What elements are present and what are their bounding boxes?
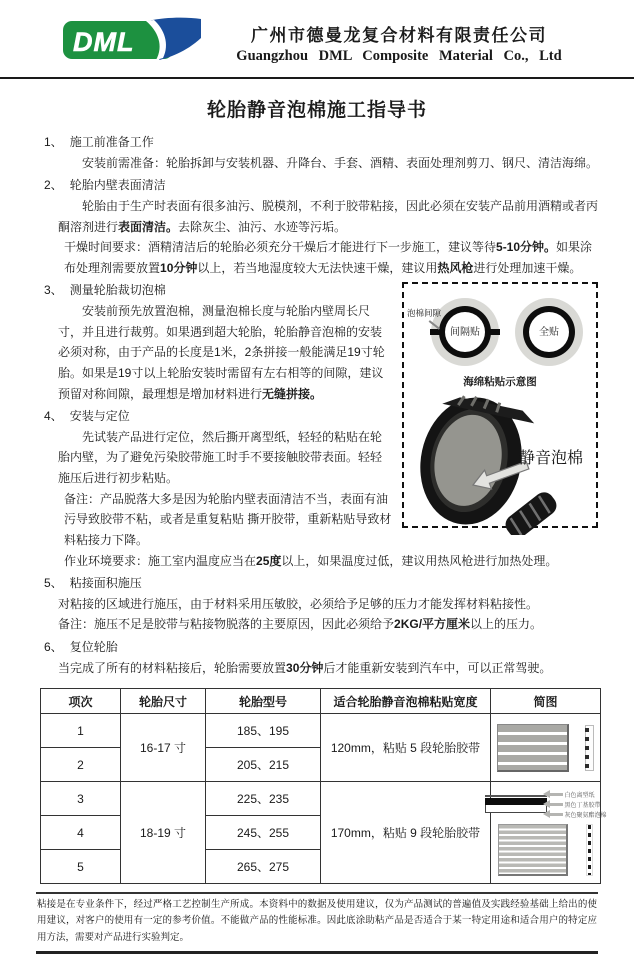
cell-model: 265、275 (206, 850, 321, 884)
col-header-width: 适合轮胎静音泡棉粘贴宽度 (321, 689, 491, 714)
full-paste-ring-diagram (515, 298, 583, 366)
text-run: 安装前预先放置泡棉，测量泡棉长度与轮胎内壁周长尺寸，并且进行裁剪。如果遇到超大轮胎，轮胎静音泡棉的安装必须对称，由于产品的长度是1米，2条拼接一般能满足19寸轮胎。如果是19寸以上轮胎安装时需留有左右相等的间隙，建议预留对称间隙，最理想是增加材料进行 (58, 304, 385, 401)
text-run: 安装前需准备：轮胎拆卸与安装机器、升降台、手套、酒精、表面处理剂剪刀、钢尺、清洁海绵。 (82, 155, 599, 170)
col-header-model: 轮胎型号 (206, 689, 321, 714)
cell-index: 4 (41, 816, 121, 850)
text-run: 进行处理加速干燥。 (473, 260, 582, 275)
table-header-row (41, 689, 601, 714)
cell-model: 205、215 (206, 748, 321, 782)
text-run: 当完成了所有的材料粘接后，轮胎需要放置 (58, 660, 287, 675)
illustration-box (402, 282, 598, 528)
cell-index: 1 (41, 714, 121, 748)
section-pressure (40, 573, 598, 635)
layer-label: 白色离型纸 (564, 792, 595, 799)
text-run: 如果涂布处理剂需要放置 (64, 240, 593, 275)
section-preparation (40, 132, 598, 173)
paragraph (64, 237, 598, 278)
col-header-diagram: 简图 (491, 689, 601, 714)
svg-text:静音泡棉: 静音泡棉 (519, 450, 584, 468)
col-header-index: 项次 (41, 689, 121, 714)
section-title: 安装与定位 (69, 409, 130, 424)
text-run: 去除灰尘、油污、水迹等污垢。 (178, 219, 347, 234)
text-run: 后才能重新安装到汽车中，可以正常驾驶。 (323, 660, 552, 675)
text-run: 对粘接的区域进行施压，由于材料采用压敏胶，必须给予足够的压力才能发挥材料粘接性。 (58, 596, 539, 611)
paragraph (58, 614, 598, 635)
layer-label: 灰色聚氨酯泡棉 (564, 812, 607, 819)
five-segment-diagram (493, 724, 598, 772)
company-name-cn: 广州市德曼龙复合材料有限责任公司 (251, 25, 547, 45)
text-run-bold: 热风枪 (437, 260, 474, 275)
text-run-bold: 25度 (256, 553, 282, 568)
striped-foam-icon (498, 824, 568, 876)
section-number: 5、 (44, 576, 63, 591)
segment-edge-icon (585, 725, 594, 771)
cell-diagram-9seg (491, 782, 607, 884)
tire-spec-table (40, 688, 607, 884)
col-header-size: 轮胎尺寸 (121, 689, 206, 714)
paragraph (58, 658, 598, 679)
text-run: 先试装产品进行定位，然后撕开离型纸，轻轻的粘贴在轮胎内壁，为了避免污染胶带施工时手不要接触胶带表面。轻轻施压后进行初步粘贴。 (58, 429, 383, 485)
foam-gap-notch (490, 329, 500, 335)
dml-logo (62, 16, 204, 69)
left-arrow-icon (549, 803, 563, 806)
page-title: 轮胎静音泡棉施工指导书 (206, 100, 427, 121)
text-run: 以上的压力。 (470, 617, 543, 632)
company-names (204, 21, 604, 65)
material-layers-diagram (485, 790, 607, 819)
cell-width-note: 120mm，粘贴 5 段轮胎胶带 (321, 714, 491, 782)
text-run-bold: 10分钟 (160, 260, 198, 275)
ring-label: 全贴 (539, 326, 559, 338)
tire-cutaway-illustration (407, 393, 593, 542)
section-number: 1、 (44, 135, 63, 149)
paragraph (58, 196, 598, 237)
foam-layer-icon (485, 805, 547, 813)
section-number: 6、 (44, 640, 63, 654)
cell-model: 225、235 (206, 782, 321, 816)
left-arrow-icon (549, 813, 563, 816)
text-run-bold: 2KG/平方厘米 (394, 617, 471, 632)
header (0, 0, 634, 75)
section-remount-tire (40, 637, 598, 678)
paragraph (58, 153, 598, 174)
section-surface-cleaning (40, 175, 598, 278)
segment-edge-icon (586, 824, 593, 876)
cell-model: 245、255 (206, 816, 321, 850)
section-number: 2、 (44, 178, 63, 193)
text-run-bold: 30分钟 (286, 660, 324, 675)
diagram-caption: 海绵粘贴示意图 (463, 376, 537, 389)
release-paper-layer-icon (485, 795, 547, 797)
footer-disclaimer: 粘接是在专业条件下，经过严格工艺控制生产所成。本资料中的数据及使用建议，仅为产品测试的普遍值及实践经验基础上给出的使用建议，对客户的使用有一定的参考价值。不能做产品的性能标准。因此底涂助粘产品是否适合于某一特定用途和适合用户的特定应用方法，需要对产品进行实验判定。 (36, 892, 598, 953)
gap-paste-ring-diagram (431, 298, 499, 366)
text-run-bold: 表面清洁。 (118, 219, 179, 234)
paragraph (64, 551, 598, 572)
cell-index: 5 (41, 850, 121, 884)
section-number: 4、 (44, 409, 63, 424)
text-run: 备注：施压不足是胶带与粘接物脱落的主要原因，因此必须给予 (58, 617, 395, 632)
striped-foam-icon (497, 724, 569, 772)
text-run-bold: 无缝拼接。 (262, 386, 323, 401)
text-run-bold: 5-10分钟。 (496, 240, 557, 255)
section-title: 测量轮胎裁切泡棉 (69, 283, 166, 298)
header-divider (0, 77, 634, 79)
table-row (41, 714, 601, 748)
butyl-tape-layer-icon (485, 798, 547, 805)
section-title: 粘接面积施压 (69, 576, 142, 591)
text-run: 干燥时间要求：酒精清洁后的轮胎必须充分干燥后才能进行下一步施工，建议等待 (64, 240, 497, 255)
layer-label: 黑色丁基胶带 (564, 802, 601, 809)
cell-diagram-5seg (491, 714, 601, 782)
tire-icon (407, 393, 593, 535)
cell-width-note: 170mm，粘贴 9 段轮胎胶带 (321, 782, 491, 884)
text-run: 以上，如果温度过低，建议用热风枪进行加热处理。 (281, 553, 558, 568)
ring-label: 间隔贴 (450, 326, 480, 338)
cell-size: 16-17 寸 (121, 714, 206, 782)
text-run: 轮胎由于生产时表面有很多油污、脱模剂，不利于胶带粘接，因此必须在安装产品前用酒精或者丙酮溶剂进行 (58, 198, 599, 234)
section-title: 复位轮胎 (69, 640, 118, 654)
table-row (41, 782, 601, 816)
svg-text:DML: DML (73, 27, 135, 57)
text-run: 以上，若当地湿度较大无法快速干燥，建议用 (197, 260, 438, 275)
cell-model: 185、195 (206, 714, 321, 748)
foam-paste-diagram (431, 298, 583, 366)
section-title: 施工前准备工作 (69, 135, 154, 149)
text-run: 作业环境要求：施工室内温度应当在 (64, 553, 257, 568)
section-number: 3、 (44, 283, 63, 298)
section-title: 轮胎内壁表面清洁 (69, 178, 166, 193)
cell-size: 18-19 寸 (121, 782, 206, 884)
cell-index: 2 (41, 748, 121, 782)
left-arrow-icon (549, 793, 563, 796)
dml-logo-icon (62, 16, 202, 64)
cell-index: 3 (41, 782, 121, 816)
foam-gap-label: 泡棉间隙 (407, 308, 442, 319)
document-body (0, 132, 634, 678)
company-name-en: Guangzhou DML Composite Material Co., Ltd (236, 47, 562, 64)
nine-segment-diagram (493, 786, 607, 880)
paragraph (58, 594, 598, 615)
text-run: 备注：产品脱落大多是因为轮胎内壁表面清洁不当，表面有油污导致胶带不粘，或者是重复粘贴 撕开胶带，重新粘贴导致材料粘接力下降。 (64, 491, 392, 547)
